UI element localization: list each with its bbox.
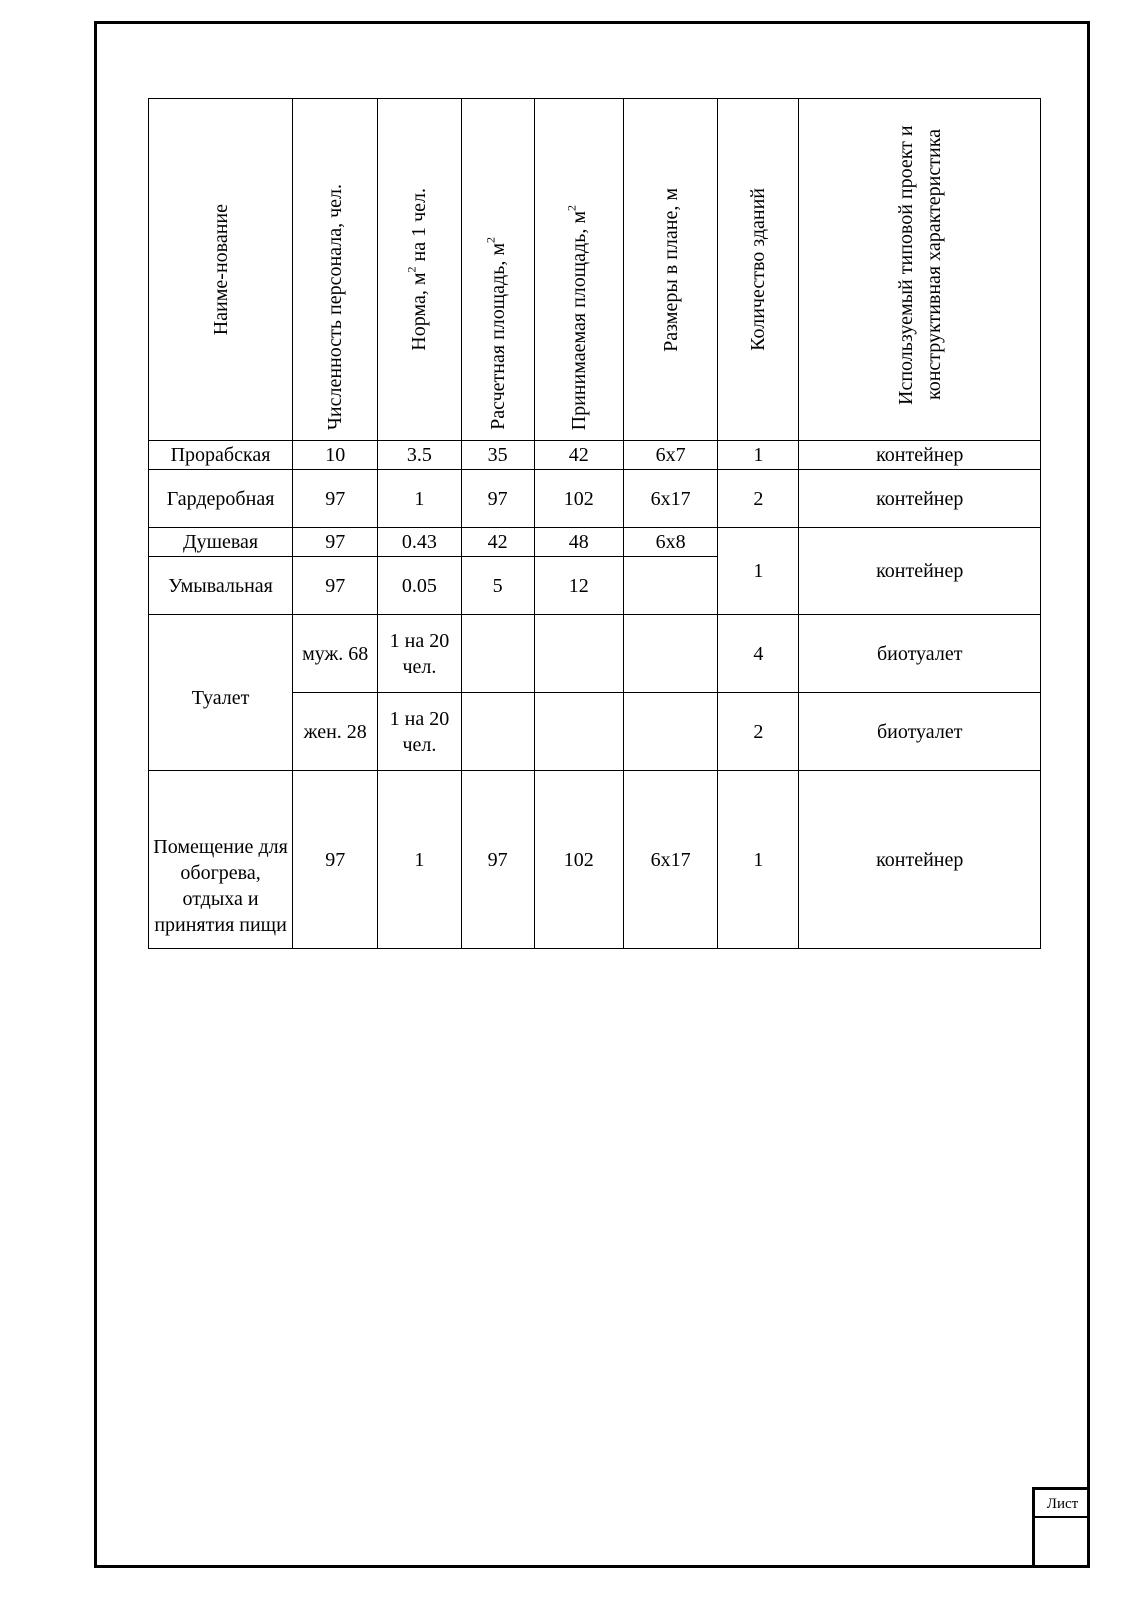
cell-accepted <box>534 615 623 693</box>
cell-staff: муж. 68 <box>293 615 378 693</box>
cell-accepted: 42 <box>534 441 623 470</box>
table-row <box>149 441 1041 470</box>
cell-accepted: 102 <box>534 771 623 949</box>
cell-calc: 97 <box>461 470 534 528</box>
cell-name: Душевая <box>149 528 293 557</box>
cell-norm: 1 <box>378 470 461 528</box>
cell-count: 1 <box>718 771 799 949</box>
cell-accepted: 102 <box>534 470 623 528</box>
cell-accepted: 48 <box>534 528 623 557</box>
table-row <box>149 528 1041 557</box>
cell-staff: жен. 28 <box>293 693 378 771</box>
cell-calc: 35 <box>461 441 534 470</box>
cell-norm: 0.43 <box>378 528 461 557</box>
header-name: Наиме-нование <box>149 99 293 441</box>
header-row <box>149 99 1041 441</box>
cell-name: Помещение для обогрева, отдыха и принятия пищи <box>149 771 293 949</box>
cell-count: 1 <box>718 441 799 470</box>
cell-norm: 1 <box>378 771 461 949</box>
cell-name: Туалет <box>149 615 293 771</box>
cell-norm: 1 на 20 чел. <box>378 615 461 693</box>
cell-staff: 97 <box>293 771 378 949</box>
cell-size: 6х17 <box>623 771 717 949</box>
cell-calc: 97 <box>461 771 534 949</box>
cell-name: Гардеробная <box>149 470 293 528</box>
cell-size: 6х7 <box>623 441 717 470</box>
header-plan-size: Размеры в плане, м <box>623 99 717 441</box>
cell-project: биотуалет <box>799 693 1041 771</box>
header-project: Используемый типовой проект и конструктивная характеристика <box>799 99 1041 441</box>
cell-norm: 1 на 20 чел. <box>378 693 461 771</box>
sheet-stamp <box>1032 1487 1090 1568</box>
cell-project: контейнер <box>799 528 1041 615</box>
cell-project: биотуалет <box>799 615 1041 693</box>
facilities-table <box>148 98 1041 949</box>
cell-staff: 97 <box>293 528 378 557</box>
cell-size: 6х17 <box>623 470 717 528</box>
cell-count: 4 <box>718 615 799 693</box>
header-norm: Норма, $м^2$ на 1 чел. <box>378 99 461 441</box>
cell-calc: 5 <box>461 557 534 615</box>
cell-calc: 42 <box>461 528 534 557</box>
cell-count: 2 <box>718 693 799 771</box>
table-row <box>149 771 1041 949</box>
header-calc-area: Расчетная площадь, $м^2$ <box>461 99 534 441</box>
header-staff: Численность персонала, чел. <box>293 99 378 441</box>
table-row <box>149 615 1041 693</box>
cell-project: контейнер <box>799 771 1041 949</box>
cell-calc <box>461 615 534 693</box>
cell-count: 2 <box>718 470 799 528</box>
cell-count: 1 <box>718 528 799 615</box>
cell-staff: 97 <box>293 557 378 615</box>
table-row <box>149 470 1041 528</box>
cell-size <box>623 693 717 771</box>
cell-norm: 3.5 <box>378 441 461 470</box>
cell-size: 6х8 <box>623 528 717 557</box>
cell-size <box>623 557 717 615</box>
header-buildings: Количество зданий <box>718 99 799 441</box>
cell-size <box>623 615 717 693</box>
cell-project: контейнер <box>799 441 1041 470</box>
cell-calc <box>461 693 534 771</box>
cell-name: Умывальная <box>149 557 293 615</box>
cell-norm: 0.05 <box>378 557 461 615</box>
cell-project: контейнер <box>799 470 1041 528</box>
cell-name: Прорабская <box>149 441 293 470</box>
sheet-label: Лист <box>1035 1490 1090 1518</box>
cell-accepted: 12 <box>534 557 623 615</box>
cell-accepted <box>534 693 623 771</box>
cell-staff: 10 <box>293 441 378 470</box>
header-accepted-area: Принимаемая площадь, $м^2$ <box>534 99 623 441</box>
cell-staff: 97 <box>293 470 378 528</box>
